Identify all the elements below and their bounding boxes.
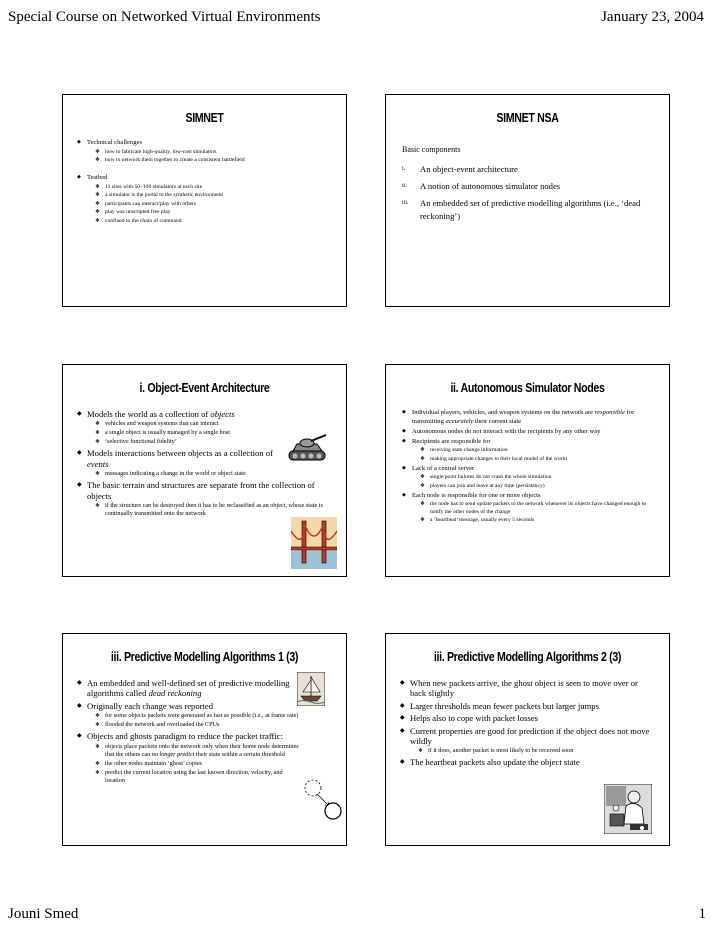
bullet-item: ◆ Lack of a central server ❖ single point failures do not crash the whole simulation ❖ players can join and leave at any time (persistency): [402, 465, 657, 490]
slide-title: i. Object-Event Architecture: [139, 381, 270, 395]
bullet-item: ◆ Current properties are good for prediction if the object does not move wildly ❖ if it does, another packet is most likely to be received soon: [400, 726, 651, 756]
sub-bullet-item: ❖ players can join and leave at any time (persistency): [420, 483, 657, 490]
bridge-clipart-icon: [291, 517, 337, 569]
ship-clipart-icon: [297, 672, 325, 706]
sub-bullet-item: ❖ a single object is usually managed by a single host: [95, 429, 290, 437]
bullet-item: ◆ Recipients are responsible for ❖ receiving state change information ❖ making appropriate changes to their local model of the world: [402, 438, 657, 463]
numbered-item: ii. A notion of autonomous simulator nodes: [402, 181, 561, 191]
sub-bullet-item: ❖ a simulator is the portal to the synthetic environment: [95, 192, 338, 199]
slide-title: SIMNET NSA: [496, 111, 559, 125]
scientist-clipart-icon: [604, 784, 652, 834]
bullet-item: ◆ Technical challenges ❖ how to fabricate high-quality, low-cost simulators ❖ how to network them together to create a consistent battlefield: [77, 139, 338, 164]
dashed-circle-arrow-icon: [303, 778, 343, 822]
sub-bullet-item: ❖ how to fabricate high-quality, low-cost simulators: [95, 149, 338, 156]
sub-bullet-item: ❖ ‘selective functional fidelity’: [95, 438, 290, 446]
bullet-list: [402, 409, 657, 524]
course-title: Special Course on Networked Virtual Environments: [8, 9, 321, 25]
sub-bullet-item: ❖ how to network them together to create a consistent battlefield: [95, 157, 338, 164]
numbered-item: iii. An embedded set of predictive modelling algorithms (i.e., ‘dead reckoning’): [402, 198, 641, 221]
handout-date: January 23, 2004: [601, 9, 704, 25]
bullet-item: ◆ The basic terrain and structures are separate from the collection of objects ❖ if the structure can be destroyed then it has to be reclassified as an object, whose state is continually transmitted onto the network: [77, 480, 330, 518]
numbered-list: [402, 163, 647, 223]
slide-title: iii. Predictive Modelling Algorithms 1 (3): [110, 650, 299, 664]
slide-simnet-nsa: [385, 94, 670, 307]
sub-bullet-item: ❖ making appropriate changes to their local model of the world: [420, 456, 657, 463]
bullet-item: ◆ Originally each change was reported ❖ for some objects packets were generated as fast as possible (i.e., at frame rate) ❖ flooded the network and overloaded the CPUs: [77, 701, 302, 729]
bullet-item: ◆ Individual players, vehicles, and weapon systems on the network are responsible for transmitting accurately their current state: [402, 409, 657, 426]
sub-bullet-item: ❖ confined to the chain of command: [95, 218, 338, 225]
bullet-list: [77, 139, 338, 225]
slide-title: SIMNET: [185, 111, 224, 125]
slide-intro: Basic components: [402, 145, 461, 154]
bullet-item: ◆ Autonomous nodes do not interact with the recipients by any other way: [402, 428, 657, 437]
slide-autonomous-simulator-nodes: [385, 364, 670, 577]
numbered-item: i. An object-event architecture: [402, 164, 518, 174]
slide-object-event-architecture: [62, 364, 347, 577]
author-name: Jouni Smed: [8, 906, 79, 922]
bullet-item: ◆ Models interactions between objects as a collection of events ❖ messages indicating a change in the world or object state: [77, 448, 290, 478]
sub-bullet-item: ❖ single point failures do not crash the whole simulation: [420, 474, 657, 481]
bullet-item: ◆ An embedded and well-defined set of predictive modelling algorithms called dead reckoning: [77, 678, 292, 699]
bullet-list: [400, 678, 651, 768]
sub-bullet-item: ❖ predict the current location using the last known direction, velocity, and location: [95, 769, 302, 785]
tank-clipart-icon: [285, 431, 329, 465]
bullet-item: ◆ Helps also to cope with packet losses: [400, 713, 651, 723]
slide-title: ii. Autonomous Simulator Nodes: [450, 381, 605, 395]
bullet-item: ◆ Models the world as a collection of objects ❖ vehicles and weapon systems that can interact ❖ a single object is usually managed by a single host ❖ ‘selective functional fidelity’: [77, 409, 290, 446]
sub-bullet-item: ❖ objects place packets onto the network only when their home node determines that the others can no longer predict their state within a certain threshold: [95, 743, 302, 759]
sub-bullet-item: ❖ if the structure can be destroyed then it has to be reclassified as an object, whose state is continually transmitted onto the network: [95, 502, 330, 518]
sub-bullet-item: ❖ vehicles and weapon systems that can interact: [95, 420, 290, 428]
bullet-item: ◆ Each node is responsible for one or more objects ❖ the node has to send update packets to the network whenever its objects have changed enough to notify the other nodes of the change ❖ a ‘heartbeat’ message, usually every 5 seconds: [402, 492, 657, 525]
slide-title: iii. Predictive Modelling Algorithms 2 (3): [433, 650, 622, 664]
sub-bullet-item: ❖ for some objects packets were generated as fast as possible (i.e., at frame rate): [95, 712, 302, 720]
sub-bullet-item: ❖ receiving state change information: [420, 447, 657, 454]
bullet-list: [77, 678, 302, 785]
sub-bullet-item: ❖ flooded the network and overloaded the CPUs: [95, 721, 302, 729]
sub-bullet-item: ❖ participants can interact/play with others: [95, 201, 338, 208]
sub-bullet-item: ❖ a ‘heartbeat’ message, usually every 5 seconds: [420, 517, 657, 524]
sub-bullet-item: ❖ if it does, another packet is most likely to be received soon: [418, 747, 651, 755]
sub-bullet-item: ❖ play was unscripted free play: [95, 209, 338, 216]
bullet-item: ◆ Objects and ghosts paradigm to reduce the packet traffic: ❖ objects place packets onto the network only when their home node determines that the others can no longer predict their state within a certain threshold ❖ the other nodes maintain ‘ghost’ copies ❖ predict the current location using the last known direction, velocity, and location: [77, 731, 302, 784]
sub-bullet-item: ❖ the node has to send update packets to the network whenever its objects have changed enough to notify the other nodes of the change: [420, 501, 657, 516]
bullet-item: ◆ When new packets arrive, the ghost object is seen to move over or back slightly: [400, 678, 651, 699]
bullet-item: ◆ The heartbeat packets also update the object state: [400, 757, 651, 767]
sub-bullet-item: ❖ the other nodes maintain ‘ghost’ copies: [95, 760, 302, 768]
bullet-item: ◆ Larger thresholds mean fewer packets but larger jumps: [400, 701, 651, 711]
slide-predictive-modelling-2: [385, 633, 670, 846]
sub-bullet-item: ❖ 11 sites with 50–100 simulators at each site: [95, 184, 338, 191]
bullet-item: ◆ Testbed ❖ 11 sites with 50–100 simulators at each site ❖ a simulator is the portal to the synthetic environment ❖ participants can interact/play with others ❖ play was unscripted free play ❖ confined to the chain of command: [77, 174, 338, 225]
slide-predictive-modelling-1: [62, 633, 347, 846]
sub-bullet-item: ❖ messages indicating a change in the world or object state: [95, 470, 290, 478]
slide-simnet: [62, 94, 347, 307]
page-number: 1: [698, 906, 706, 922]
bullet-list: [77, 409, 323, 518]
